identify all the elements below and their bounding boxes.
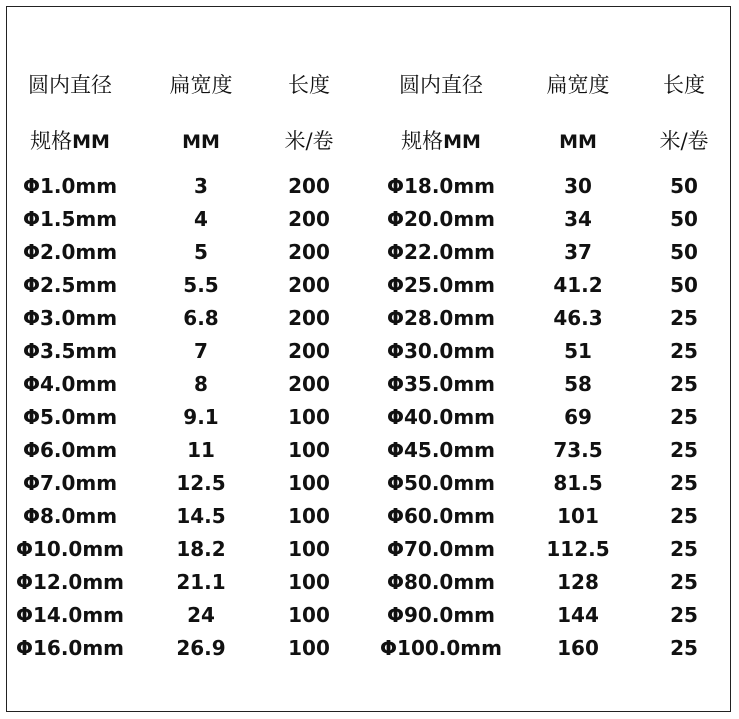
cell-flat-width-right: 160 — [557, 636, 599, 660]
cell-flat-width-left: 5.5 — [183, 273, 219, 297]
cell-length-right: 25 — [670, 537, 698, 561]
cell-flat-width-left: 9.1 — [183, 405, 219, 429]
cell-diameter-right: Φ70.0mm — [386, 537, 496, 561]
subheader-flat-width-left: MM — [182, 131, 220, 153]
cell-flat-width-left: 11 — [187, 438, 215, 462]
cell-flat-width-right: 144 — [557, 603, 599, 627]
cell-flat-width-right: 37 — [564, 240, 592, 264]
cell-length-left: 100 — [288, 603, 330, 627]
cell-length-left: 100 — [288, 537, 330, 561]
cell-length-right: 50 — [670, 174, 698, 198]
cell-length-right: 25 — [670, 504, 698, 528]
cell-length-right: 25 — [670, 372, 698, 396]
subheader-flat-width-right: MM — [559, 131, 597, 153]
cell-flat-width-right: 34 — [564, 207, 592, 231]
cell-diameter-right: Φ90.0mm — [386, 603, 496, 627]
cell-length-right: 25 — [670, 570, 698, 594]
cell-length-left: 100 — [288, 471, 330, 495]
cell-length-right: 50 — [670, 240, 698, 264]
cell-length-right: 25 — [670, 405, 698, 429]
cell-length-right: 50 — [670, 207, 698, 231]
cell-diameter-right: Φ35.0mm — [386, 372, 496, 396]
cell-flat-width-left: 18.2 — [176, 537, 226, 561]
cell-flat-width-right: 101 — [557, 504, 599, 528]
cell-flat-width-left: 4 — [194, 207, 208, 231]
cell-diameter-right: Φ40.0mm — [386, 405, 496, 429]
cell-flat-width-left: 7 — [194, 339, 208, 363]
cell-diameter-left: Φ3.5mm — [22, 339, 118, 363]
cell-diameter-left: Φ6.0mm — [22, 438, 118, 462]
cell-length-left: 200 — [288, 207, 330, 231]
subheader-diameter-left: 规格MM — [30, 129, 110, 153]
header-length-right: 长度 — [663, 73, 705, 97]
cell-length-left: 200 — [288, 240, 330, 264]
cell-diameter-right: Φ50.0mm — [386, 471, 496, 495]
cell-diameter-left: Φ10.0mm — [15, 537, 125, 561]
cell-length-right: 25 — [670, 438, 698, 462]
header-diameter-right: 圆内直径 — [399, 73, 483, 97]
cell-length-left: 200 — [288, 339, 330, 363]
header-length-left: 长度 — [288, 73, 330, 97]
subheader-length-right: 米/卷 — [659, 129, 709, 153]
cell-diameter-right: Φ20.0mm — [386, 207, 496, 231]
cell-flat-width-left: 21.1 — [176, 570, 226, 594]
cell-length-left: 200 — [288, 174, 330, 198]
cell-flat-width-left: 5 — [194, 240, 208, 264]
cell-length-right: 50 — [670, 273, 698, 297]
cell-flat-width-right: 128 — [557, 570, 599, 594]
cell-diameter-left: Φ12.0mm — [15, 570, 125, 594]
cell-length-right: 25 — [670, 306, 698, 330]
cell-flat-width-right: 73.5 — [553, 438, 603, 462]
cell-length-left: 100 — [288, 504, 330, 528]
cell-length-right: 25 — [670, 339, 698, 363]
cell-length-right: 25 — [670, 636, 698, 660]
cell-flat-width-right: 30 — [564, 174, 592, 198]
cell-diameter-left: Φ7.0mm — [22, 471, 118, 495]
cell-flat-width-left: 12.5 — [176, 471, 226, 495]
cell-flat-width-left: 3 — [194, 174, 208, 198]
cell-diameter-left: Φ16.0mm — [15, 636, 125, 660]
cell-length-right: 25 — [670, 603, 698, 627]
cell-diameter-right: Φ18.0mm — [386, 174, 496, 198]
header-diameter-left: 圆内直径 — [28, 73, 112, 97]
cell-diameter-right: Φ45.0mm — [386, 438, 496, 462]
cell-flat-width-right: 81.5 — [553, 471, 603, 495]
cell-flat-width-left: 6.8 — [183, 306, 219, 330]
cell-flat-width-left: 14.5 — [176, 504, 226, 528]
cell-diameter-left: Φ4.0mm — [22, 372, 118, 396]
cell-flat-width-left: 24 — [187, 603, 215, 627]
cell-diameter-right: Φ60.0mm — [386, 504, 496, 528]
cell-length-left: 200 — [288, 372, 330, 396]
cell-flat-width-right: 41.2 — [553, 273, 603, 297]
cell-diameter-left: Φ3.0mm — [22, 306, 118, 330]
cell-flat-width-right: 46.3 — [553, 306, 603, 330]
cell-diameter-right: Φ25.0mm — [386, 273, 496, 297]
cell-flat-width-left: 26.9 — [176, 636, 226, 660]
cell-flat-width-right: 112.5 — [546, 537, 610, 561]
cell-diameter-right: Φ80.0mm — [386, 570, 496, 594]
cell-diameter-right: Φ30.0mm — [386, 339, 496, 363]
cell-flat-width-right: 58 — [564, 372, 592, 396]
cell-length-right: 25 — [670, 471, 698, 495]
cell-diameter-left: Φ5.0mm — [22, 405, 118, 429]
cell-flat-width-right: 69 — [564, 405, 592, 429]
cell-length-left: 200 — [288, 273, 330, 297]
cell-diameter-left: Φ1.0mm — [22, 174, 118, 198]
cell-diameter-right: Φ28.0mm — [386, 306, 496, 330]
cell-diameter-left: Φ2.5mm — [22, 273, 118, 297]
cell-diameter-left: Φ2.0mm — [22, 240, 118, 264]
cell-diameter-left: Φ14.0mm — [15, 603, 125, 627]
subheader-diameter-right: 规格MM — [401, 129, 481, 153]
cell-diameter-left: Φ1.5mm — [22, 207, 118, 231]
cell-length-left: 100 — [288, 570, 330, 594]
cell-length-left: 100 — [288, 438, 330, 462]
cell-diameter-right: Φ22.0mm — [386, 240, 496, 264]
cell-length-left: 100 — [288, 405, 330, 429]
header-flat-width-left: 扁宽度 — [169, 73, 233, 97]
cell-flat-width-right: 51 — [564, 339, 592, 363]
cell-length-left: 200 — [288, 306, 330, 330]
cell-flat-width-left: 8 — [194, 372, 208, 396]
cell-length-left: 100 — [288, 636, 330, 660]
header-flat-width-right: 扁宽度 — [546, 73, 610, 97]
subheader-length-left: 米/卷 — [284, 129, 334, 153]
cell-diameter-right: Φ100.0mm — [380, 636, 502, 660]
cell-diameter-left: Φ8.0mm — [22, 504, 118, 528]
